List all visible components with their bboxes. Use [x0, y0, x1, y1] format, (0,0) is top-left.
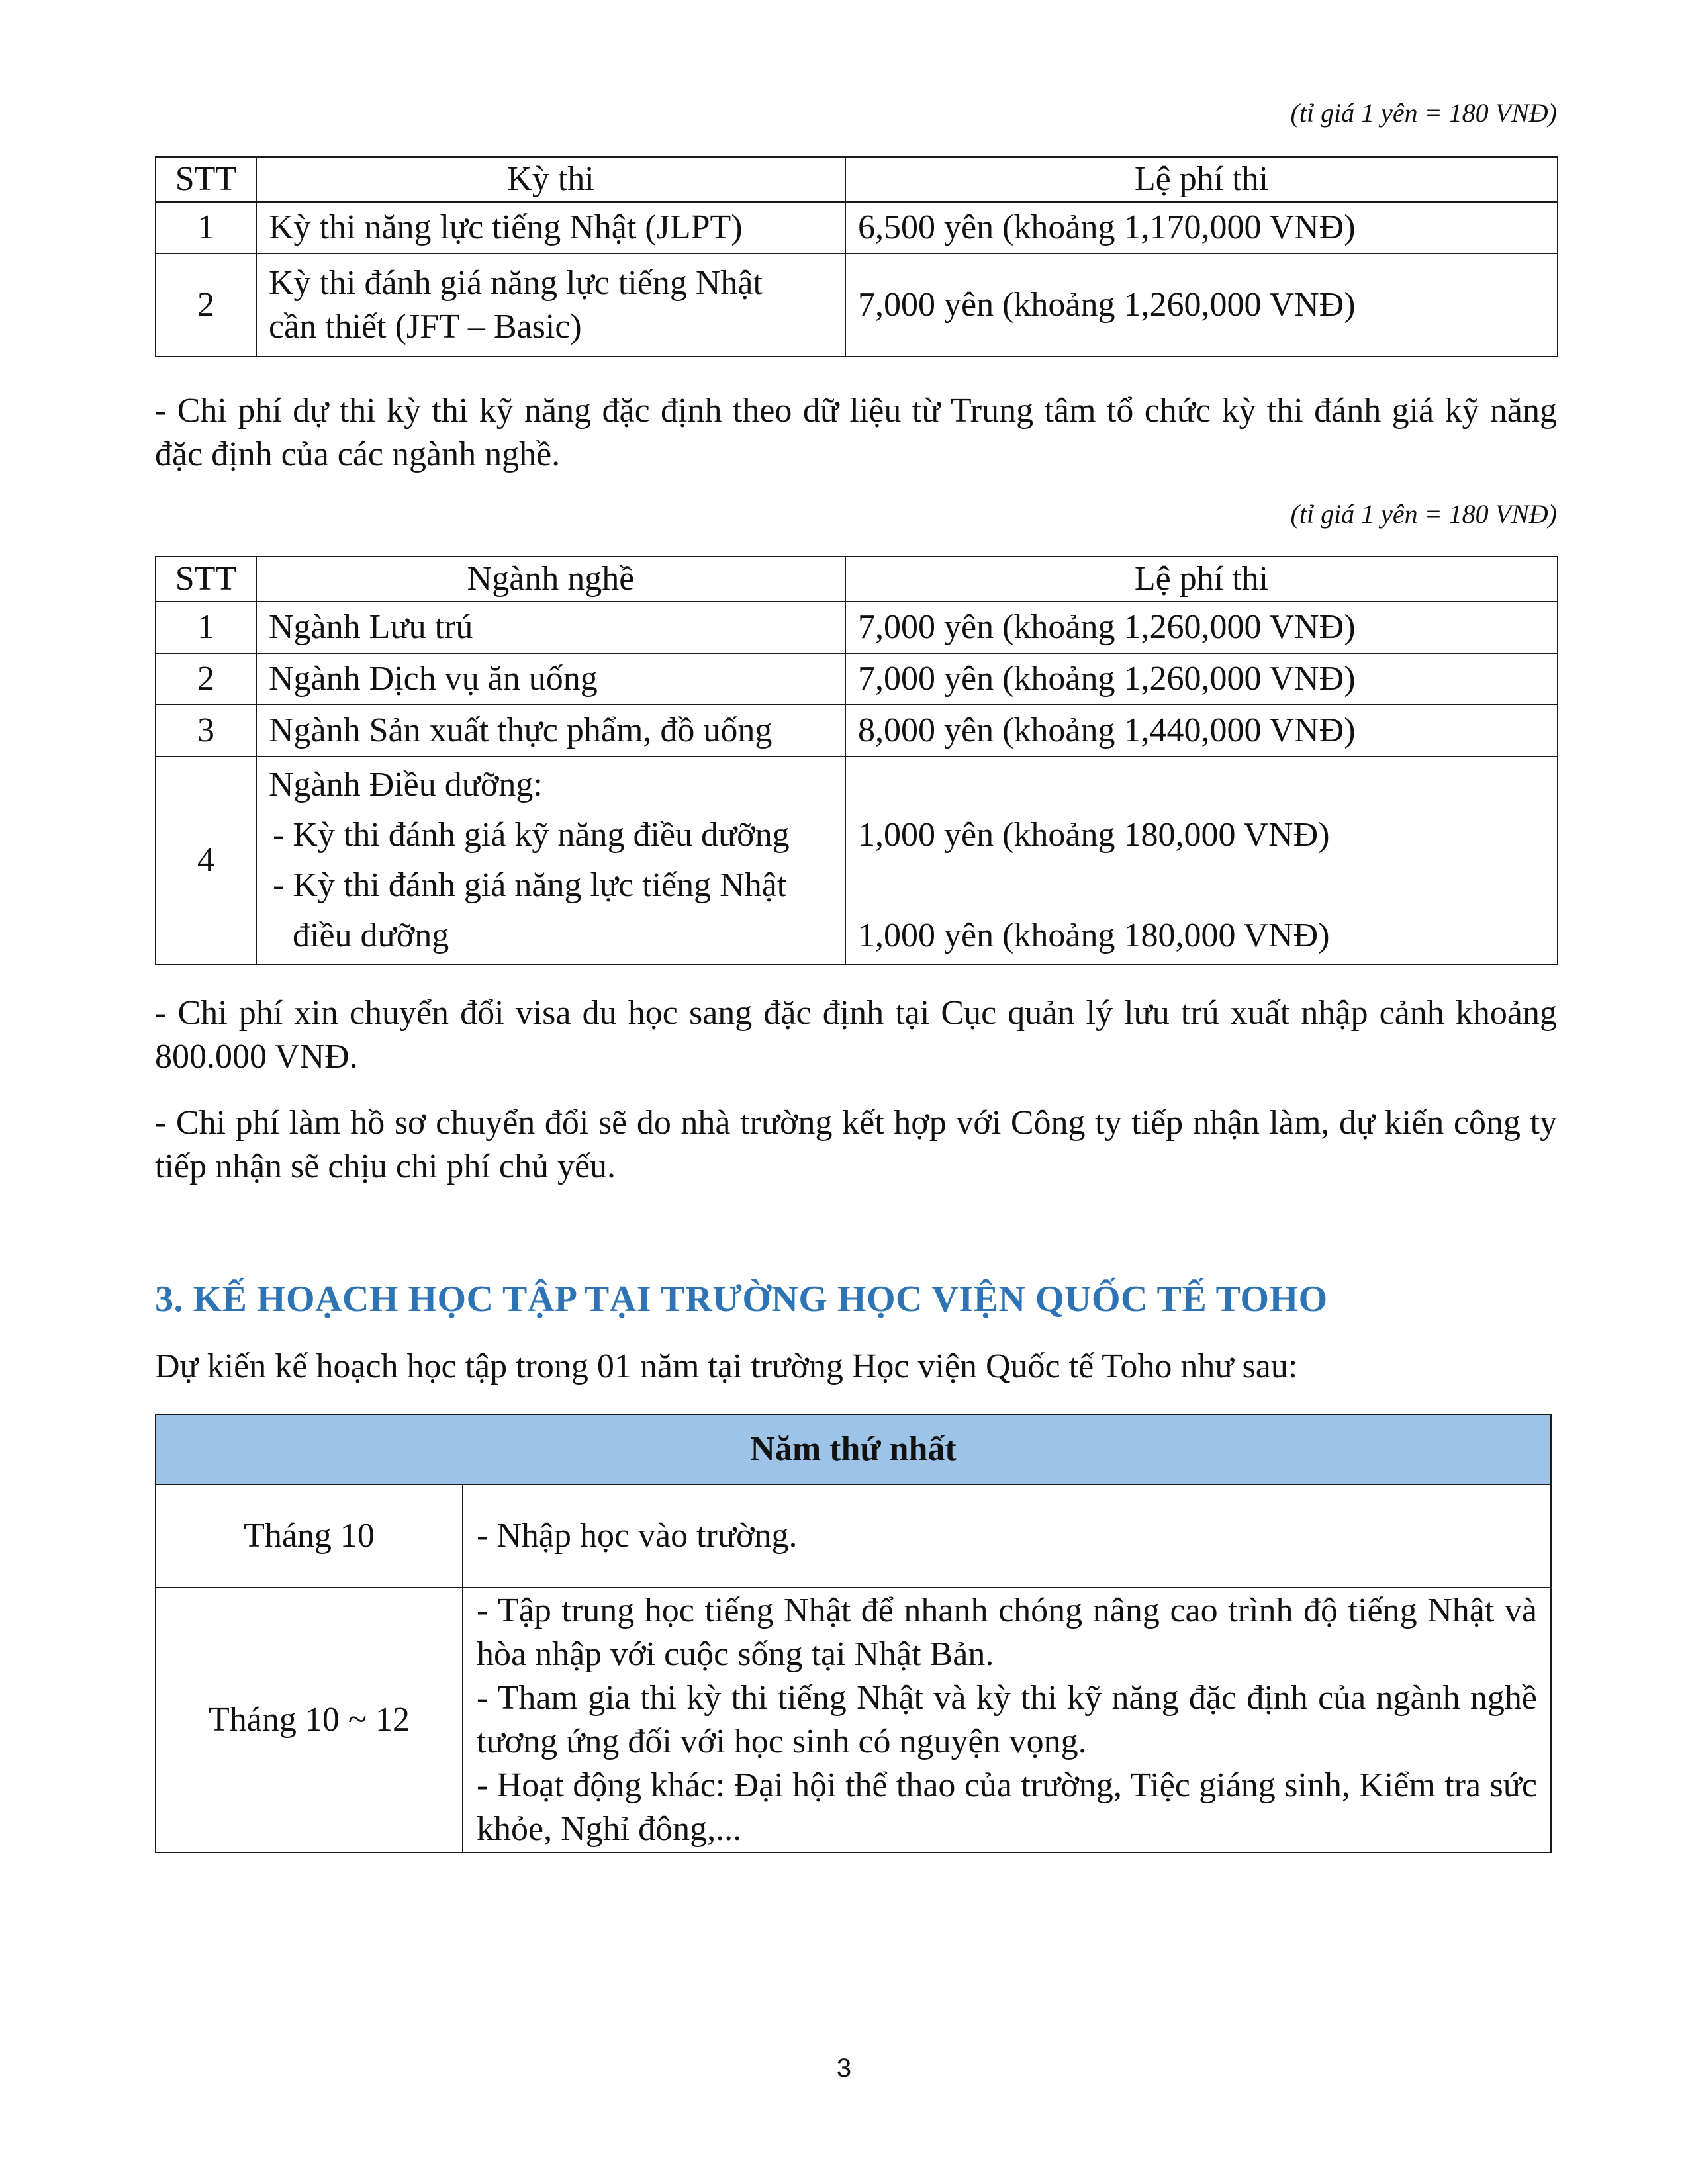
- plan-activity: - Nhập học vào trường.: [463, 1484, 1551, 1588]
- plan-activity: - Tập trung học tiếng Nhật để nhanh chóng nâng cao trình độ tiếng Nhật và hòa nhập với cuộc sống tại Nhật Bản.: [477, 1592, 1537, 1673]
- industry-fee: [845, 756, 1558, 964]
- plan-month: Tháng 10: [156, 1484, 463, 1588]
- table-row: [156, 756, 1558, 964]
- row-number: 4: [156, 756, 256, 964]
- visa-cost-paragraph: - Chi phí xin chuyển đổi visa du học sang đặc định tại Cục quản lý lưu trú xuất nhập cảnh khoảng 800.000 VNĐ.: [155, 994, 1557, 1075]
- nursing-item: - Kỳ thi đánh giá kỹ năng điều dưỡng: [273, 816, 790, 854]
- table-row: [156, 253, 1558, 357]
- header-stt: STT: [156, 557, 256, 602]
- plan-month: Tháng 10 ~ 12: [156, 1588, 463, 1852]
- nursing-item: - Kỳ thi đánh giá năng lực tiếng Nhật: [273, 866, 787, 904]
- header-fee: Lệ phí thi: [845, 557, 1558, 602]
- page-number: 3: [836, 2054, 852, 2083]
- header-industry: Ngành nghề: [256, 557, 845, 602]
- industry-fee: 7,000 yên (khoảng 1,260,000 VNĐ): [845, 653, 1558, 705]
- row-number: 1: [156, 602, 256, 653]
- row-number: 3: [156, 705, 256, 756]
- row-number: 2: [156, 653, 256, 705]
- table-row: [156, 653, 1558, 705]
- header-stt: STT: [156, 157, 256, 202]
- industry-name: Ngành Lưu trú: [256, 602, 845, 653]
- exchange-rate-note: (tỉ giá 1 yên = 180 VNĐ): [1290, 98, 1557, 128]
- study-plan-table: [155, 1414, 1552, 1853]
- table-header-row: [156, 157, 1558, 202]
- header-exam: Kỳ thi: [256, 157, 845, 202]
- fee-spacer: [858, 860, 1545, 911]
- table-row: [156, 1484, 1551, 1588]
- skill-exam-fee-table: [155, 556, 1558, 965]
- table-row: [156, 1588, 1551, 1852]
- exam-fee: 6,500 yên (khoảng 1,170,000 VNĐ): [845, 202, 1558, 253]
- plan-activities: [463, 1588, 1551, 1852]
- nursing-fee: 1,000 yên (khoảng 180,000 VNĐ): [858, 816, 1330, 854]
- row-number: 2: [156, 253, 256, 357]
- exam-fee: 7,000 yên (khoảng 1,260,000 VNĐ): [845, 253, 1558, 357]
- section-intro: Dự kiến kế hoạch học tập trong 01 năm tại trường Học viện Quốc tế Toho như sau:: [155, 1347, 1298, 1385]
- exam-name-line: Kỳ thi đánh giá năng lực tiếng Nhật: [269, 264, 763, 302]
- plan-activity: - Tham gia thi kỳ thi tiếng Nhật và kỳ thi kỹ năng đặc định của ngành nghề tương ứng đối với học sinh có nguyện vọng.: [477, 1679, 1537, 1760]
- plan-header: Năm thứ nhất: [156, 1414, 1551, 1484]
- exam-name-line: cần thiết (JFT – Basic): [269, 308, 582, 345]
- nursing-title: Ngành Điều dưỡng:: [269, 766, 543, 803]
- header-fee: Lệ phí thi: [845, 157, 1558, 202]
- table-header-row: [156, 557, 1558, 602]
- fee-spacer: [858, 760, 1545, 810]
- document-cost-paragraph: - Chi phí làm hồ sơ chuyển đổi sẽ do nhà trường kết hợp với Công ty tiếp nhận làm, dự kiến công ty tiếp nhận sẽ chịu chi phí chủ yếu.: [155, 1104, 1557, 1185]
- table-row: [156, 602, 1558, 653]
- language-exam-fee-table: [155, 156, 1558, 357]
- skill-exam-cost-paragraph: - Chi phí dự thi kỳ thi kỹ năng đặc định theo dữ liệu từ Trung tâm tổ chức kỳ thi đánh giá kỹ năng đặc định của các ngành nghề.: [155, 392, 1557, 473]
- table-row: [156, 705, 1558, 756]
- industry-fee: 7,000 yên (khoảng 1,260,000 VNĐ): [845, 602, 1558, 653]
- exchange-rate-note: (tỉ giá 1 yên = 180 VNĐ): [1290, 499, 1557, 529]
- plan-activity: - Hoạt động khác: Đại hội thể thao của trường, Tiệc giáng sinh, Kiểm tra sức khỏe, Nghỉ đông,...: [477, 1766, 1537, 1848]
- plan-header-row: [156, 1414, 1551, 1484]
- exam-name: [256, 253, 845, 357]
- exam-name: Kỳ thi năng lực tiếng Nhật (JLPT): [256, 202, 845, 253]
- industry-fee: 8,000 yên (khoảng 1,440,000 VNĐ): [845, 705, 1558, 756]
- row-number: 1: [156, 202, 256, 253]
- nursing-item-continued: điều dưỡng: [293, 917, 449, 954]
- industry-name: Ngành Sản xuất thực phẩm, đồ uống: [256, 705, 845, 756]
- nursing-fee: 1,000 yên (khoảng 180,000 VNĐ): [858, 917, 1330, 954]
- industry-name: Ngành Dịch vụ ăn uống: [256, 653, 845, 705]
- section-heading: 3. KẾ HOẠCH HỌC TẬP TẠI TRƯỜNG HỌC VIỆN QUỐC TẾ TOHO: [155, 1279, 1328, 1320]
- industry-name: [256, 756, 845, 964]
- table-row: [156, 202, 1558, 253]
